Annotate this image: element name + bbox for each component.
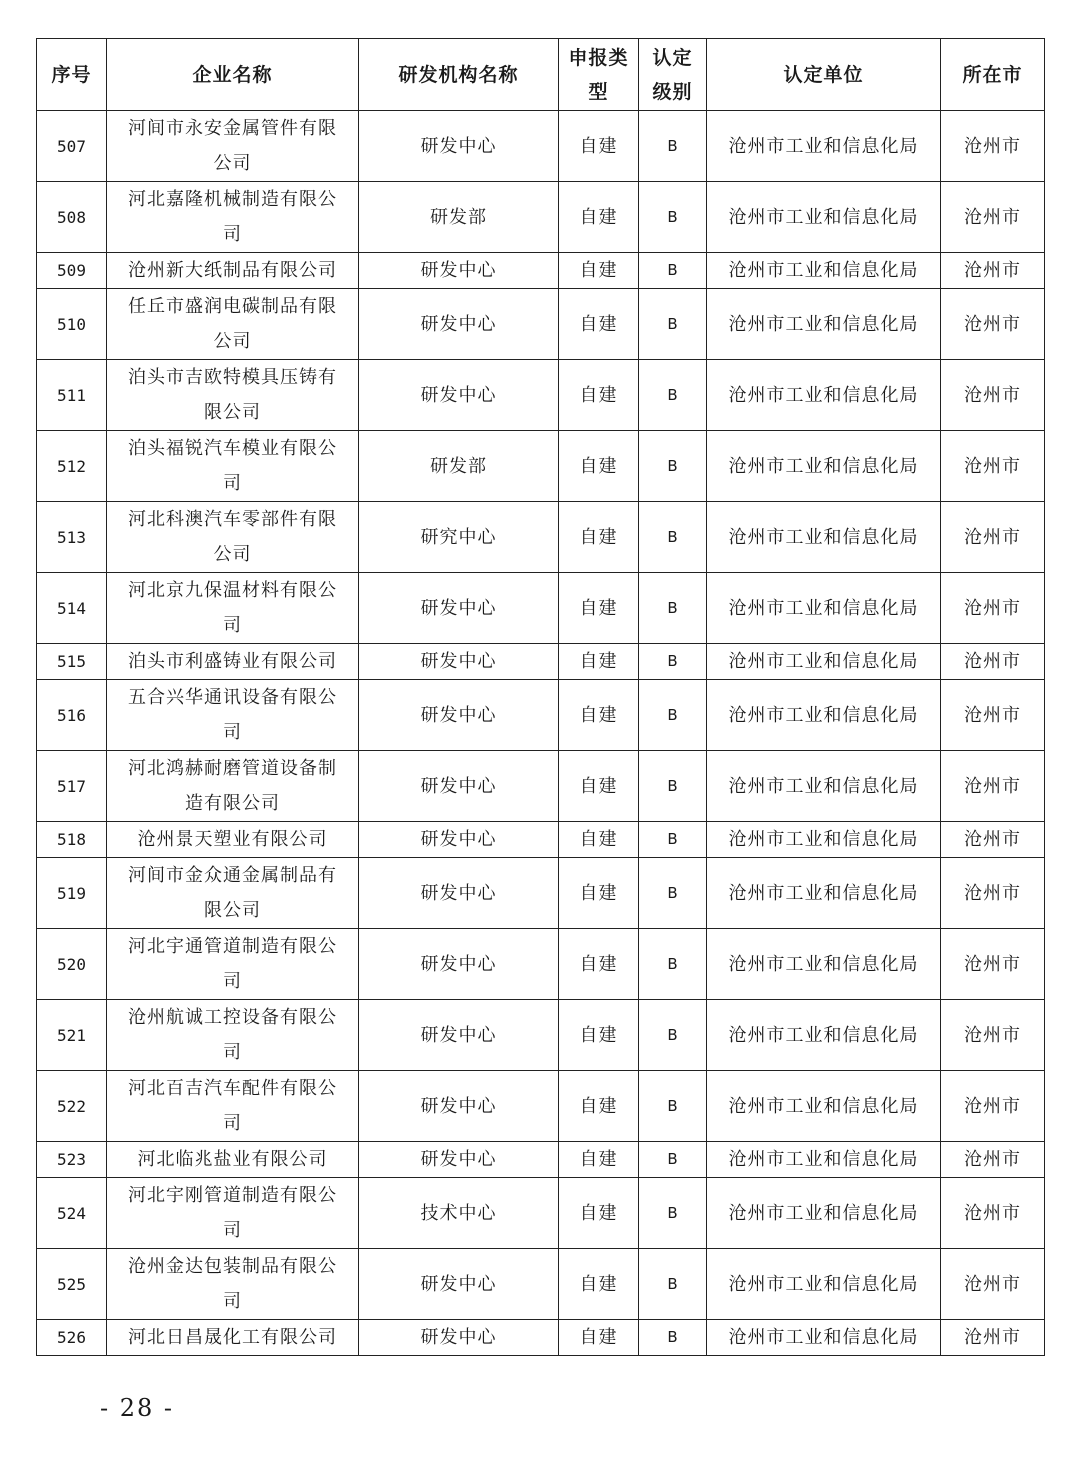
cell-org: 研发中心 — [359, 644, 559, 680]
table-row — [37, 1249, 1045, 1320]
cell-org: 研发中心 — [359, 1071, 559, 1142]
cell-org: 研发中心 — [359, 822, 559, 858]
cell-index: 524 — [37, 1178, 107, 1249]
cell-level: B — [639, 289, 707, 360]
cell-unit: 沧州市工业和信息化局 — [707, 182, 941, 253]
cell-city: 沧州市 — [941, 253, 1045, 289]
table-row — [37, 289, 1045, 360]
cell-city: 沧州市 — [941, 822, 1045, 858]
cell-index: 516 — [37, 680, 107, 751]
cell-org: 研究中心 — [359, 502, 559, 573]
table-header — [37, 39, 1045, 111]
cell-type: 自建 — [559, 289, 639, 360]
cell-city: 沧州市 — [941, 1142, 1045, 1178]
cell-company: 河北嘉隆机械制造有限公司 — [107, 182, 359, 253]
header-index: 序号 — [37, 39, 107, 111]
enterprise-rd-table — [36, 38, 1045, 1356]
cell-level: B — [639, 431, 707, 502]
cell-index: 514 — [37, 573, 107, 644]
cell-unit: 沧州市工业和信息化局 — [707, 751, 941, 822]
cell-city: 沧州市 — [941, 289, 1045, 360]
cell-city: 沧州市 — [941, 751, 1045, 822]
table-row — [37, 680, 1045, 751]
cell-unit: 沧州市工业和信息化局 — [707, 431, 941, 502]
cell-city: 沧州市 — [941, 1071, 1045, 1142]
cell-city: 沧州市 — [941, 644, 1045, 680]
table-row — [37, 1320, 1045, 1356]
cell-unit: 沧州市工业和信息化局 — [707, 111, 941, 182]
cell-unit: 沧州市工业和信息化局 — [707, 858, 941, 929]
cell-company: 河北宇通管道制造有限公司 — [107, 929, 359, 1000]
cell-level: B — [639, 1178, 707, 1249]
cell-type: 自建 — [559, 644, 639, 680]
cell-index: 513 — [37, 502, 107, 573]
table-row — [37, 751, 1045, 822]
cell-city: 沧州市 — [941, 1178, 1045, 1249]
cell-org: 研发中心 — [359, 253, 559, 289]
cell-org: 研发中心 — [359, 111, 559, 182]
table-row — [37, 431, 1045, 502]
cell-company: 河北宇刚管道制造有限公司 — [107, 1178, 359, 1249]
cell-city: 沧州市 — [941, 680, 1045, 751]
cell-level: B — [639, 644, 707, 680]
cell-company: 沧州金达包装制品有限公司 — [107, 1249, 359, 1320]
cell-company: 任丘市盛润电碳制品有限公司 — [107, 289, 359, 360]
cell-unit: 沧州市工业和信息化局 — [707, 1249, 941, 1320]
table-row — [37, 1178, 1045, 1249]
cell-level: B — [639, 1000, 707, 1071]
cell-unit: 沧州市工业和信息化局 — [707, 680, 941, 751]
table-row — [37, 1071, 1045, 1142]
cell-type: 自建 — [559, 253, 639, 289]
cell-level: B — [639, 502, 707, 573]
cell-index: 517 — [37, 751, 107, 822]
header-level: 认定级别 — [639, 39, 707, 111]
cell-type: 自建 — [559, 573, 639, 644]
cell-level: B — [639, 680, 707, 751]
cell-type: 自建 — [559, 360, 639, 431]
cell-unit: 沧州市工业和信息化局 — [707, 1000, 941, 1071]
cell-city: 沧州市 — [941, 1320, 1045, 1356]
cell-company: 河间市永安金属管件有限公司 — [107, 111, 359, 182]
cell-index: 523 — [37, 1142, 107, 1178]
cell-unit: 沧州市工业和信息化局 — [707, 1320, 941, 1356]
cell-company: 河北日昌晟化工有限公司 — [107, 1320, 359, 1356]
cell-org: 研发中心 — [359, 858, 559, 929]
cell-unit: 沧州市工业和信息化局 — [707, 573, 941, 644]
table-row — [37, 111, 1045, 182]
cell-company: 河北临兆盐业有限公司 — [107, 1142, 359, 1178]
cell-unit: 沧州市工业和信息化局 — [707, 929, 941, 1000]
cell-index: 522 — [37, 1071, 107, 1142]
table-row — [37, 360, 1045, 431]
cell-unit: 沧州市工业和信息化局 — [707, 1178, 941, 1249]
cell-level: B — [639, 858, 707, 929]
cell-org: 研发中心 — [359, 1142, 559, 1178]
cell-index: 511 — [37, 360, 107, 431]
cell-level: B — [639, 1142, 707, 1178]
cell-org: 研发中心 — [359, 751, 559, 822]
cell-company: 河北科澳汽车零部件有限公司 — [107, 502, 359, 573]
header-company: 企业名称 — [107, 39, 359, 111]
cell-city: 沧州市 — [941, 431, 1045, 502]
cell-type: 自建 — [559, 431, 639, 502]
cell-index: 510 — [37, 289, 107, 360]
cell-unit: 沧州市工业和信息化局 — [707, 360, 941, 431]
cell-level: B — [639, 822, 707, 858]
cell-index: 512 — [37, 431, 107, 502]
table-row — [37, 502, 1045, 573]
table-row — [37, 644, 1045, 680]
cell-org: 研发中心 — [359, 360, 559, 431]
cell-org: 研发中心 — [359, 289, 559, 360]
cell-type: 自建 — [559, 182, 639, 253]
cell-level: B — [639, 253, 707, 289]
cell-company: 五合兴华通讯设备有限公司 — [107, 680, 359, 751]
header-row — [37, 39, 1045, 111]
table-row — [37, 253, 1045, 289]
cell-unit: 沧州市工业和信息化局 — [707, 289, 941, 360]
table-row — [37, 858, 1045, 929]
cell-org: 研发中心 — [359, 1249, 559, 1320]
cell-company: 河北百吉汽车配件有限公司 — [107, 1071, 359, 1142]
cell-level: B — [639, 360, 707, 431]
cell-level: B — [639, 1249, 707, 1320]
table-row — [37, 822, 1045, 858]
cell-company: 沧州景天塑业有限公司 — [107, 822, 359, 858]
cell-type: 自建 — [559, 858, 639, 929]
cell-type: 自建 — [559, 1178, 639, 1249]
cell-unit: 沧州市工业和信息化局 — [707, 1142, 941, 1178]
cell-company: 泊头市吉欧特模具压铸有限公司 — [107, 360, 359, 431]
cell-unit: 沧州市工业和信息化局 — [707, 502, 941, 573]
header-type: 申报类型 — [559, 39, 639, 111]
cell-company: 沧州航诚工控设备有限公司 — [107, 1000, 359, 1071]
cell-type: 自建 — [559, 1320, 639, 1356]
cell-type: 自建 — [559, 929, 639, 1000]
table-row — [37, 929, 1045, 1000]
cell-city: 沧州市 — [941, 360, 1045, 431]
page-number: - 28 - — [100, 1394, 175, 1422]
cell-company: 河间市金众通金属制品有限公司 — [107, 858, 359, 929]
cell-city: 沧州市 — [941, 111, 1045, 182]
cell-index: 515 — [37, 644, 107, 680]
cell-org: 研发中心 — [359, 1320, 559, 1356]
cell-level: B — [639, 111, 707, 182]
cell-index: 509 — [37, 253, 107, 289]
cell-company: 泊头福锐汽车模业有限公司 — [107, 431, 359, 502]
cell-company: 河北京九保温材料有限公司 — [107, 573, 359, 644]
cell-org: 研发中心 — [359, 1000, 559, 1071]
header-city: 所在市 — [941, 39, 1045, 111]
cell-type: 自建 — [559, 111, 639, 182]
cell-index: 525 — [37, 1249, 107, 1320]
table-row — [37, 573, 1045, 644]
cell-city: 沧州市 — [941, 929, 1045, 1000]
table-row — [37, 1000, 1045, 1071]
header-org: 研发机构名称 — [359, 39, 559, 111]
cell-index: 518 — [37, 822, 107, 858]
cell-city: 沧州市 — [941, 182, 1045, 253]
cell-type: 自建 — [559, 502, 639, 573]
cell-org: 研发中心 — [359, 929, 559, 1000]
cell-level: B — [639, 929, 707, 1000]
cell-type: 自建 — [559, 822, 639, 858]
cell-unit: 沧州市工业和信息化局 — [707, 1071, 941, 1142]
table-row — [37, 1142, 1045, 1178]
cell-city: 沧州市 — [941, 573, 1045, 644]
cell-city: 沧州市 — [941, 502, 1045, 573]
cell-city: 沧州市 — [941, 1000, 1045, 1071]
cell-org: 研发中心 — [359, 680, 559, 751]
cell-index: 508 — [37, 182, 107, 253]
cell-org: 研发部 — [359, 431, 559, 502]
cell-company: 沧州新大纸制品有限公司 — [107, 253, 359, 289]
cell-type: 自建 — [559, 1142, 639, 1178]
cell-index: 507 — [37, 111, 107, 182]
cell-index: 519 — [37, 858, 107, 929]
cell-unit: 沧州市工业和信息化局 — [707, 253, 941, 289]
cell-level: B — [639, 182, 707, 253]
cell-org: 研发中心 — [359, 573, 559, 644]
cell-type: 自建 — [559, 680, 639, 751]
header-unit: 认定单位 — [707, 39, 941, 111]
table-row — [37, 182, 1045, 253]
cell-level: B — [639, 1071, 707, 1142]
cell-unit: 沧州市工业和信息化局 — [707, 644, 941, 680]
cell-city: 沧州市 — [941, 858, 1045, 929]
cell-index: 521 — [37, 1000, 107, 1071]
cell-type: 自建 — [559, 1071, 639, 1142]
cell-org: 技术中心 — [359, 1178, 559, 1249]
cell-company: 泊头市利盛铸业有限公司 — [107, 644, 359, 680]
cell-type: 自建 — [559, 1000, 639, 1071]
cell-level: B — [639, 573, 707, 644]
cell-unit: 沧州市工业和信息化局 — [707, 822, 941, 858]
table-body — [37, 111, 1045, 1356]
cell-company: 河北鸿赫耐磨管道设备制造有限公司 — [107, 751, 359, 822]
cell-level: B — [639, 1320, 707, 1356]
cell-level: B — [639, 751, 707, 822]
cell-city: 沧州市 — [941, 1249, 1045, 1320]
cell-org: 研发部 — [359, 182, 559, 253]
cell-index: 526 — [37, 1320, 107, 1356]
cell-index: 520 — [37, 929, 107, 1000]
cell-type: 自建 — [559, 751, 639, 822]
cell-type: 自建 — [559, 1249, 639, 1320]
